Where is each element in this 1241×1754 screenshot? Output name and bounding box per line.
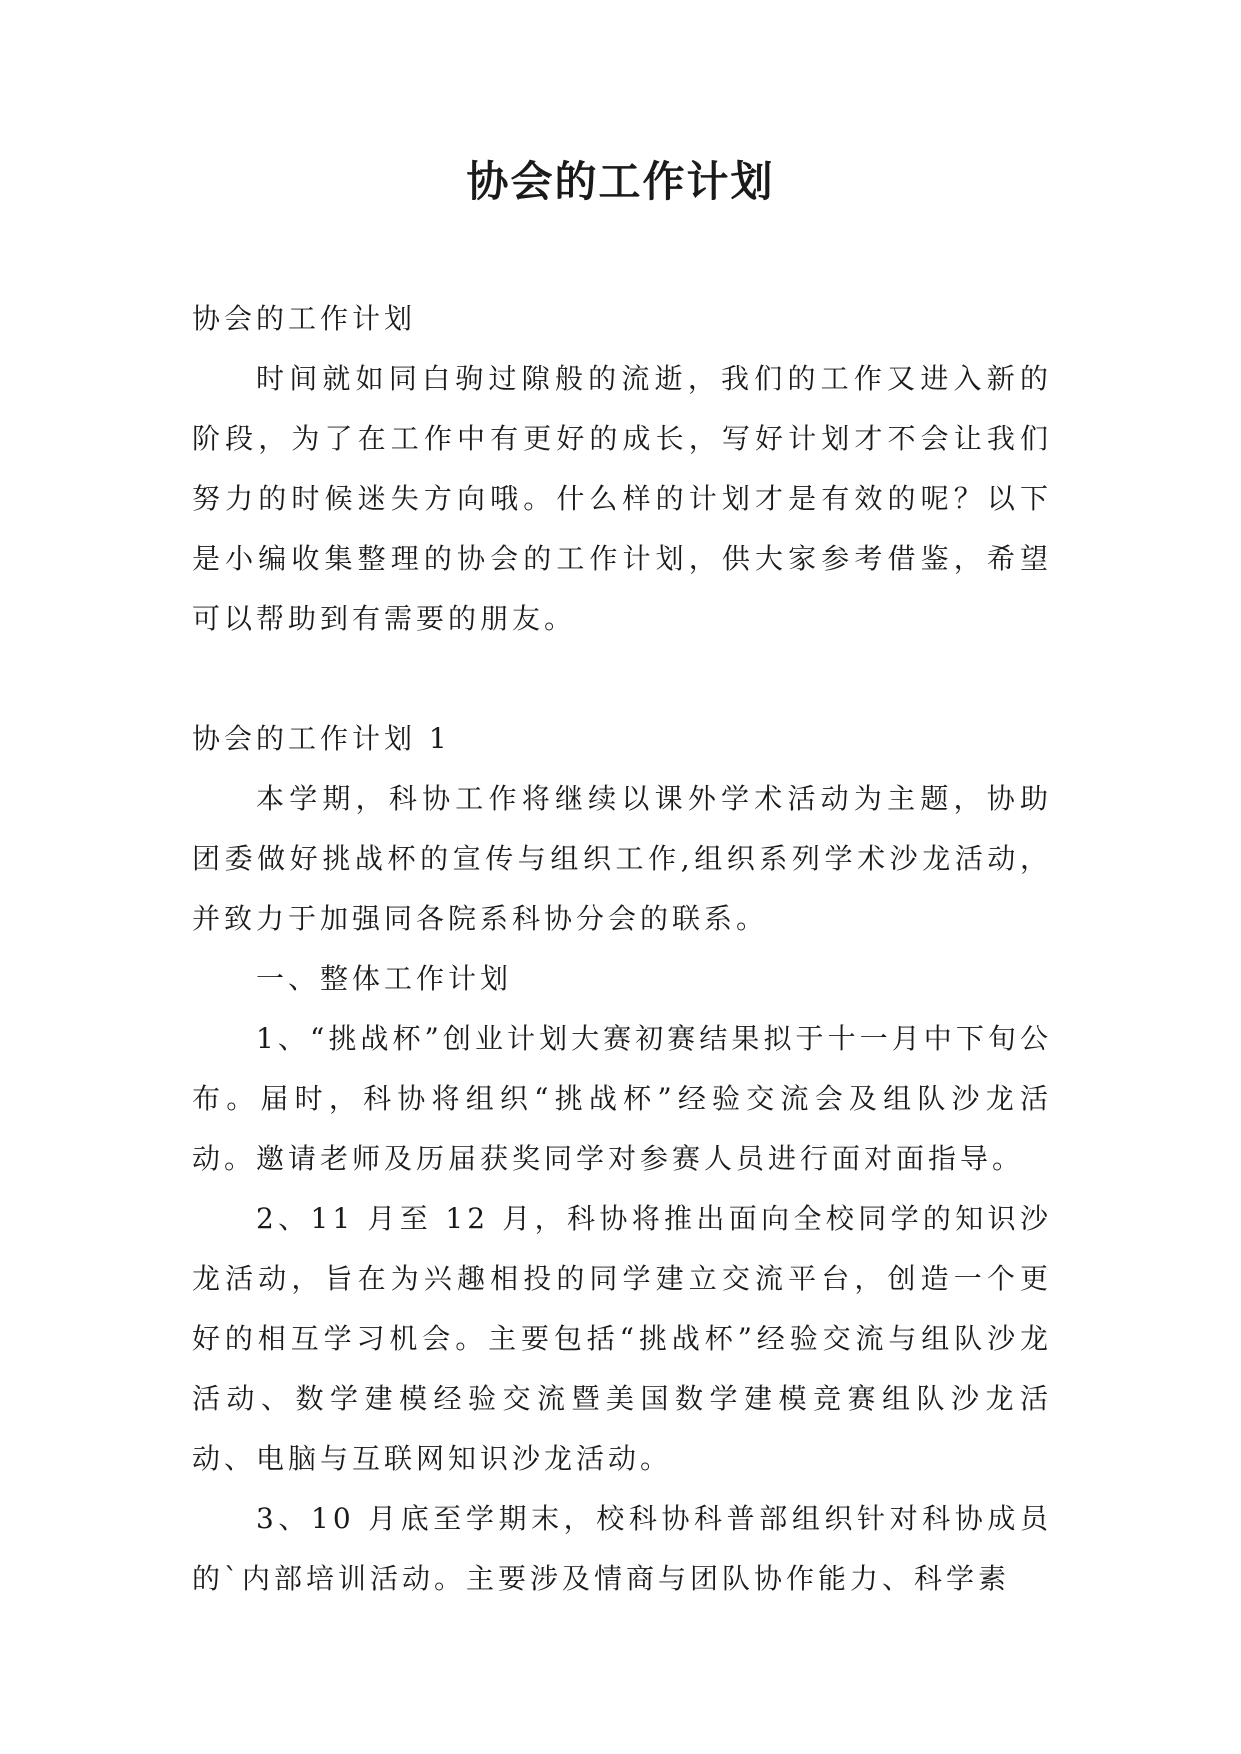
section-1-paragraph: 本学期，科协工作将继续以课外学术活动为主题，协助团委做好挑战杯的宣传与组织工作,组织系列学术沙龙活动，并致力于加强同各院系科协分会的联系。 xyxy=(192,782,1052,935)
section-subheading: 一、整体工作计划 xyxy=(256,962,513,995)
plan-item-2: 2、11 月至 12 月，科协将推出面向全校同学的知识沙龙活动，旨在为兴趣相投的同学建立交流平台，创造一个更好的相互学习机会。主要包括“挑战杯”经验交流与组队沙龙活动、数学建模经验交流暨美国数学建模竞赛组队沙龙活动、电脑与互联网知识沙龙活动。 xyxy=(192,1202,1052,1475)
section-1-heading: 协会的工作计划 1 xyxy=(192,722,451,755)
intro-paragraph: 时间就如同白驹过隙般的流逝，我们的工作又进入新的阶段，为了在工作中有更好的成长，写好计划才不会让我们努力的时候迷失方向哦。什么样的计划才是有效的呢？以下是小编收集整理的协会的工作计划，供大家参考借鉴，希望可以帮助到有需要的朋友。 xyxy=(192,362,1052,635)
document-title: 协会的工作计划 xyxy=(466,157,775,206)
plan-item-3: 3、10 月底至学期末，校科协科普部组织针对科协成员的`内部培训活动。主要涉及情商与团队协作能力、科学素 xyxy=(192,1502,1052,1595)
intro-heading: 协会的工作计划 xyxy=(192,302,417,335)
document-body xyxy=(192,289,1052,1609)
plan-item-1: 1、“挑战杯”创业计划大赛初赛结果拟于十一月中下旬公布。届时，科协将组织“挑战杯”经验交流会及组队沙龙活动。邀请老师及历届获奖同学对参赛人员进行面对面指导。 xyxy=(192,1022,1052,1175)
